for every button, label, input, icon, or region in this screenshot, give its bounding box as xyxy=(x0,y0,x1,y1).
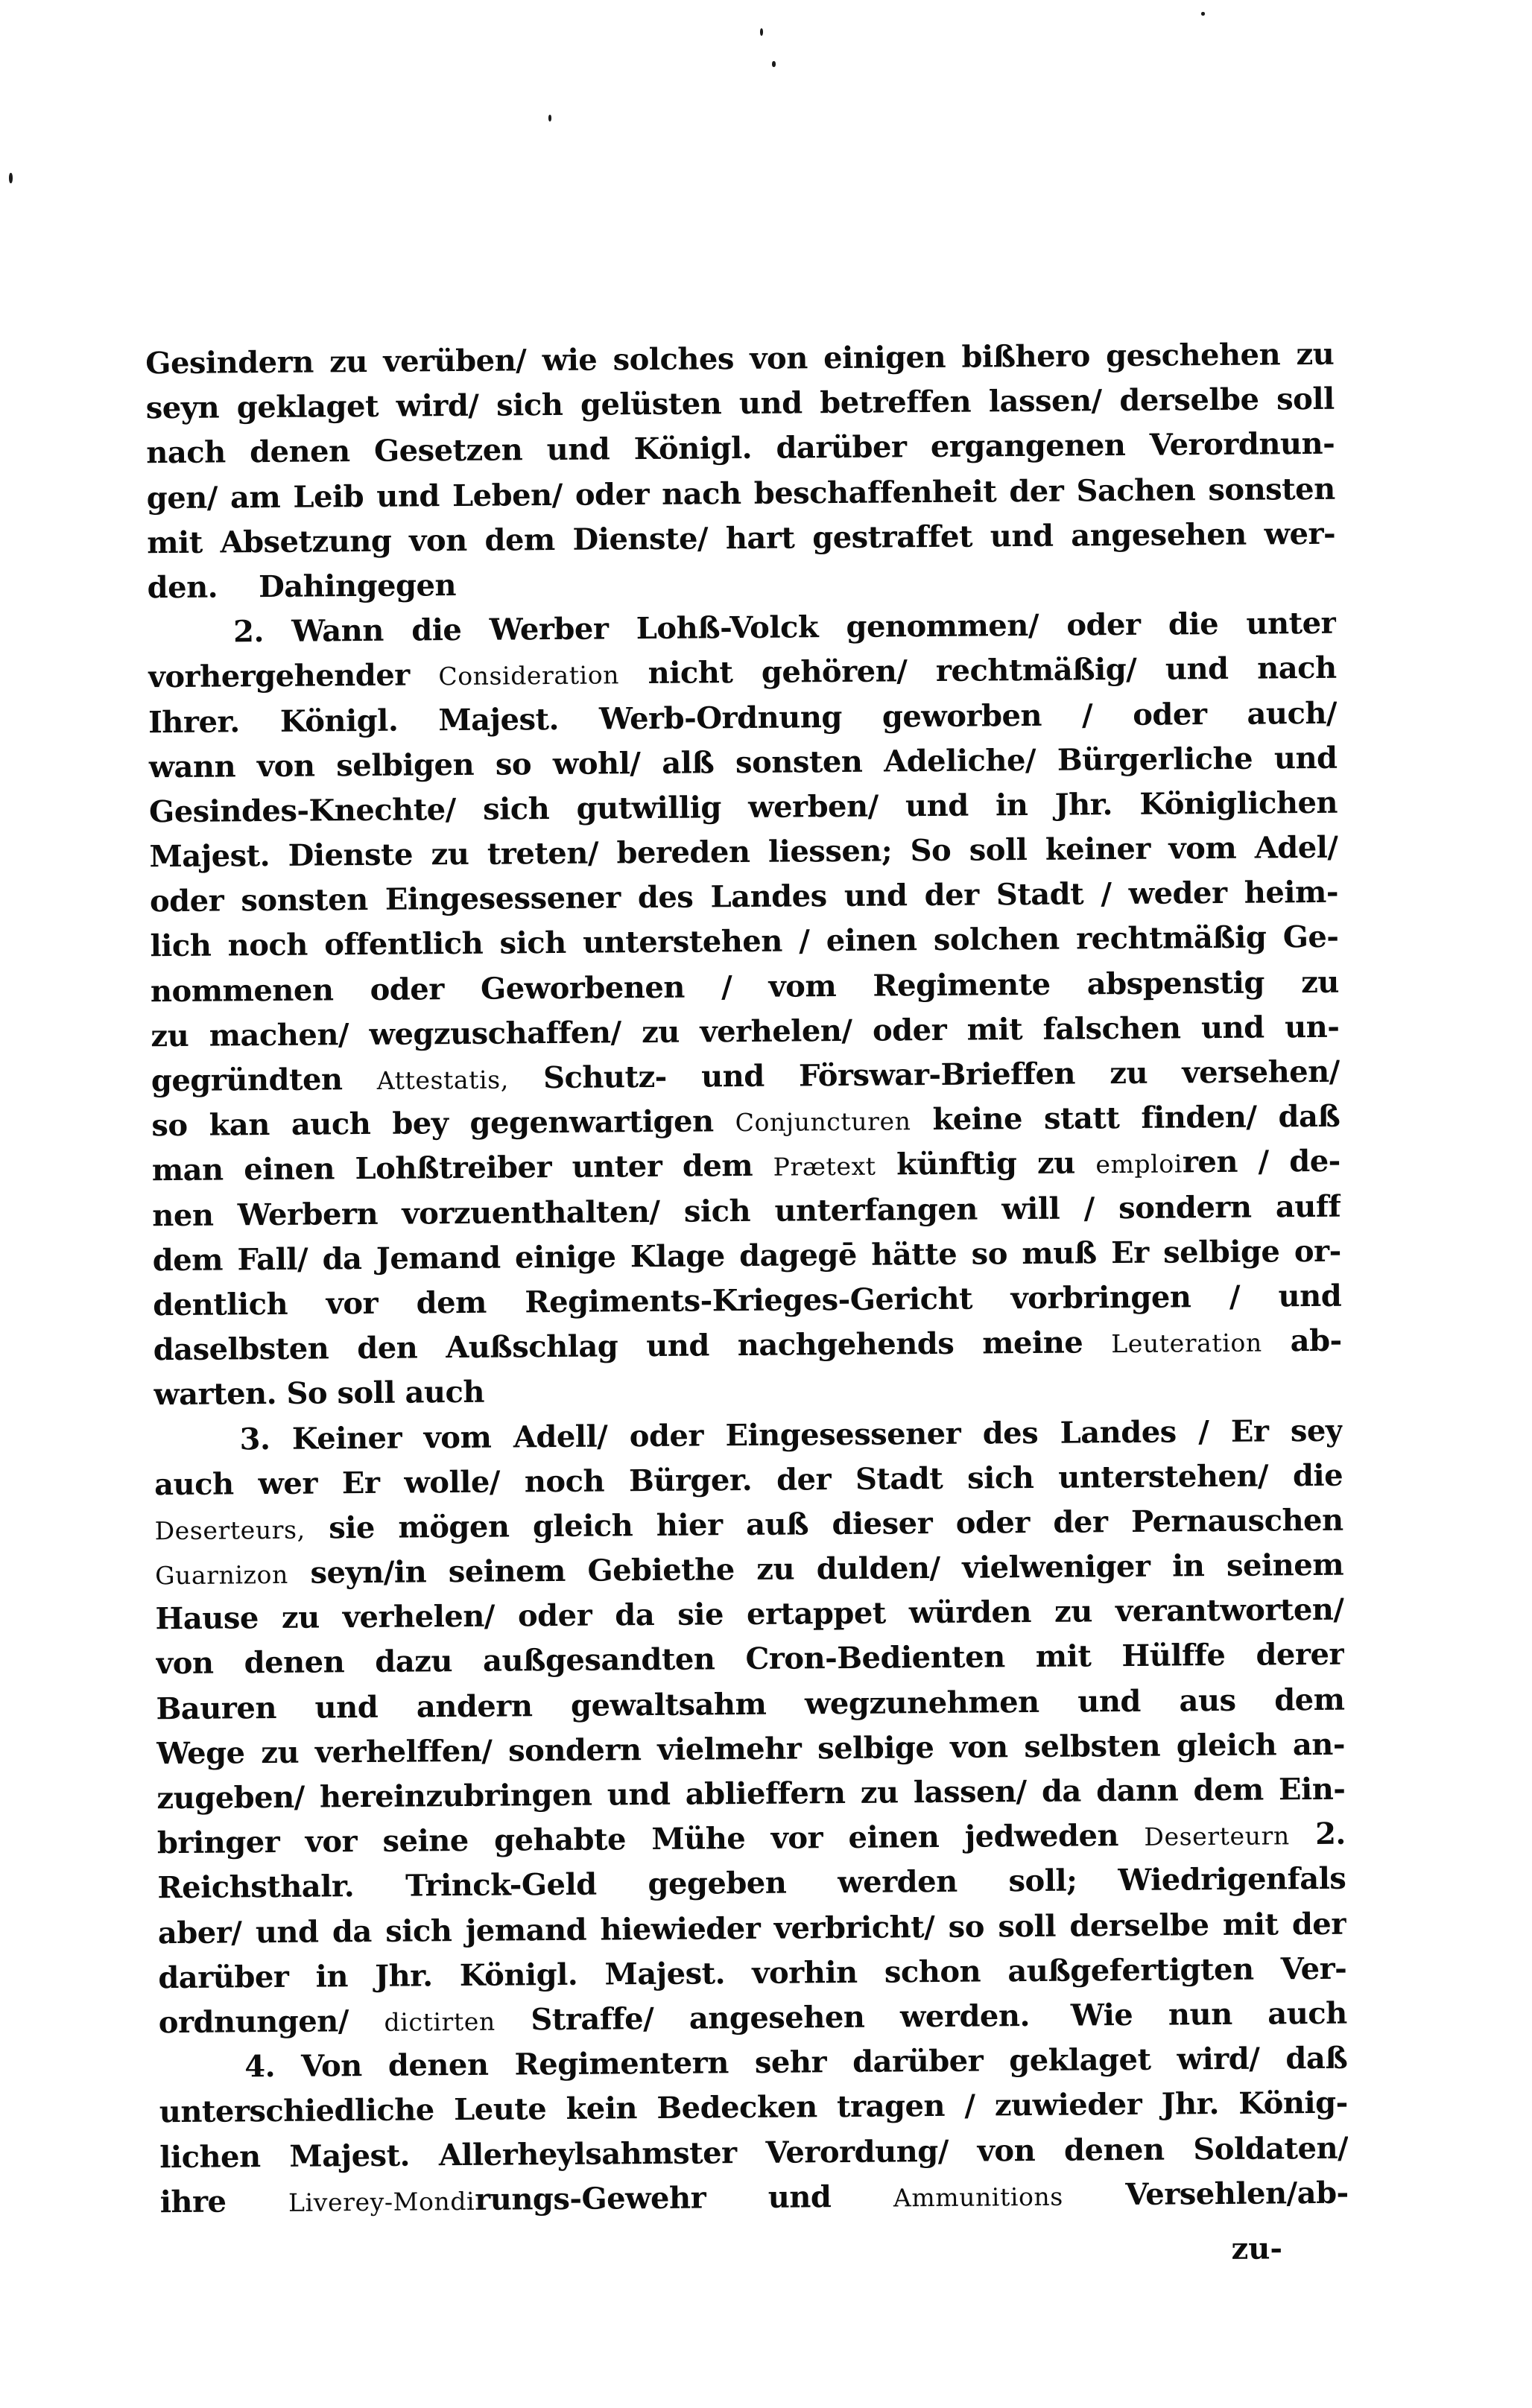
antiqua-text: Attestatis, xyxy=(376,1065,509,1095)
fraktur-text: nommenen oder Geworbenen / vom Regimente abspenstig zu xyxy=(150,964,1340,1009)
antiqua-text: Liverey-Mondi xyxy=(288,2186,475,2217)
fraktur-text: seyn geklaget wird/ sich gelüsten und betreffen lassen/ derselbe soll xyxy=(145,381,1335,426)
page-text-block xyxy=(145,332,1349,2225)
fraktur-text: Straffe/ angesehen werden. xyxy=(495,1997,1031,2038)
fraktur-text: Dahingegen xyxy=(258,567,457,605)
fraktur-text: ren / de- xyxy=(1182,1144,1340,1180)
fraktur-text: zu machen/ wegzuschaffen/ zu verhelen/ oder mit falschen und un- xyxy=(151,1009,1340,1054)
fraktur-text: nen Werbern vorzuenthalten/ sich unterfangen will / sondern auff xyxy=(152,1188,1341,1233)
text-line xyxy=(159,2170,1348,2225)
ink-speck xyxy=(760,28,763,36)
fraktur-text: Ihrer. Königl. Majest. Werb-Ordnung geworben / oder auch/ xyxy=(148,695,1338,740)
fraktur-text: so kan auch bey gegenwartigen xyxy=(151,1103,735,1144)
fraktur-text: auch wer Er wolle/ noch Bürger. der Stadt sich unterstehen/ die xyxy=(153,1457,1343,1502)
fraktur-text: sie mögen gleich hier auß dieser oder der Pernauschen xyxy=(305,1502,1343,1546)
antiqua-text: emploi xyxy=(1095,1149,1183,1179)
antiqua-text: Conjuncturen xyxy=(735,1106,911,1138)
fraktur-text: Gesindern zu verüben/ wie solches von einigen bißhero geschehen zu xyxy=(145,336,1335,381)
fraktur-text: daselbsten den Außschlag und nachgehends meine xyxy=(153,1325,1112,1368)
text-line xyxy=(147,512,1335,566)
fraktur-text: Gesindes-Knechte/ sich gutwillig werben/ und in Jhr. Königlichen xyxy=(148,785,1338,830)
fraktur-text: vorhergehender xyxy=(148,657,439,695)
fraktur-text: warten. So soll auch xyxy=(153,1375,485,1413)
fraktur-text: von denen dazu außgesandten Cron-Bedienten mit Hülffe derer xyxy=(155,1637,1345,1682)
fraktur-text: ordnungen/ xyxy=(158,2003,384,2041)
fraktur-text: Hause zu verhelen/ oder da sie ertappet würden zu verantworten/ xyxy=(155,1591,1344,1637)
fraktur-text: den. xyxy=(147,569,218,606)
fraktur-text: nicht gehören/ rechtmäßig/ und nach xyxy=(618,650,1337,691)
ink-speck xyxy=(772,61,776,67)
antiqua-text: Ammunitions xyxy=(893,2182,1064,2213)
fraktur-text: Wege zu verhelffen/ sondern vielmehr selbige von selbsten gleich an- xyxy=(156,1726,1346,1772)
fraktur-text: lichen Majest. Allerheylsahmster Verordung/ von denen Soldaten/ xyxy=(159,2130,1349,2175)
fraktur-text: Wie nun auch xyxy=(1070,1995,1347,2033)
fraktur-text: man einen Lohßtreiber unter dem xyxy=(151,1148,773,1188)
fraktur-text: keine statt finden/ daß xyxy=(911,1098,1340,1138)
antiqua-text: Prætext xyxy=(773,1152,876,1182)
ink-speck xyxy=(1201,12,1205,16)
antiqua-text: Deserteurn xyxy=(1144,1821,1290,1852)
catchword: zu- xyxy=(1231,2231,1283,2266)
ink-speck xyxy=(9,173,13,183)
fraktur-text: wann von selbigen so wohl/ alß sonsten Adeliche/ Bürgerliche und xyxy=(148,740,1338,785)
fraktur-text: künftig zu xyxy=(876,1145,1096,1183)
fraktur-text: 2. xyxy=(1289,1816,1346,1852)
antiqua-text: Consideration xyxy=(438,660,620,691)
fraktur-text: 4. Von denen Regimentern sehr darüber geklaget wird/ daß xyxy=(244,2040,1348,2085)
fraktur-text: unterschiedliche Leute kein Bedecken tragen / zuwieder Jhr. König- xyxy=(159,2085,1348,2130)
antiqua-text: Deserteurs, xyxy=(154,1515,306,1546)
antiqua-text: Guarnizon xyxy=(154,1559,289,1591)
fraktur-text: ab- xyxy=(1262,1322,1342,1359)
fraktur-text: zugeben/ hereinzubringen und ablieffern zu lassen/ da dann dem Ein- xyxy=(156,1771,1346,1816)
fraktur-text: bringer vor seine gehabte Mühe vor einen jedweden xyxy=(156,1818,1145,1861)
fraktur-text: Wiedrigenfals xyxy=(1118,1861,1346,1898)
fraktur-text: ihre xyxy=(159,2183,289,2220)
ink-speck xyxy=(548,115,551,121)
fraktur-text: 2. Wann die Werber Lohß-Volck genommen/ oder die unter xyxy=(232,605,1337,650)
fraktur-text: nach denen Gesetzen und Königl. darüber ergangenen Verordnun- xyxy=(146,426,1335,471)
fraktur-text: rungs-Gewehr und xyxy=(475,2179,894,2217)
fraktur-text: oder sonsten Eingesessener des Landes und der Stadt / weder heim- xyxy=(149,875,1339,919)
fraktur-text: Bauren und andern gewaltsahm wegzunehmen und aus dem xyxy=(156,1682,1345,1726)
fraktur-text: darüber in Jhr. Königl. Majest. vorhin schon außgefertigten Ver- xyxy=(158,1951,1347,1995)
antiqua-text: Leuteration xyxy=(1111,1328,1262,1359)
fraktur-text: gen/ am Leib und Leben/ oder nach beschaffenheit der Sachen sonsten xyxy=(146,471,1335,516)
fraktur-text: Versehlen/ab- xyxy=(1063,2175,1349,2213)
fraktur-text: Majest. Dienste zu treten/ bereden liessen; So soll keiner vom Adel/ xyxy=(149,829,1338,875)
fraktur-text: lich noch offentlich sich unterstehen / einen solchen rechtmäßig Ge- xyxy=(150,919,1339,964)
fraktur-text: Reichsthalr. Trinck-Geld gegeben werden soll; xyxy=(157,1863,1077,1906)
fraktur-text: Schutz- und Förswar-Brieffen zu versehen/ xyxy=(508,1054,1340,1096)
antiqua-text: dictirten xyxy=(384,2006,496,2037)
fraktur-text: seyn/in seinem Gebiethe zu dulden/ vielweniger in seinem xyxy=(288,1547,1344,1591)
fraktur-text: dem Fall/ da Jemand einige Klage dagegē hätte so muß Er selbige or- xyxy=(152,1233,1341,1279)
fraktur-text: aber/ und da sich jemand hiewieder verbricht/ so soll derselbe mit der xyxy=(157,1906,1347,1951)
fraktur-text: mit Absetzung von dem Dienste/ hart gestraffet und angesehen wer- xyxy=(147,516,1336,561)
fraktur-text: 3. Keiner vom Adell/ oder Eingesessener des Landes / Er sey xyxy=(239,1413,1343,1457)
fraktur-text: gegründten xyxy=(151,1061,377,1099)
fraktur-text: dentlich vor dem Regiments-Krieges-Gericht vorbringen / und xyxy=(153,1278,1342,1323)
